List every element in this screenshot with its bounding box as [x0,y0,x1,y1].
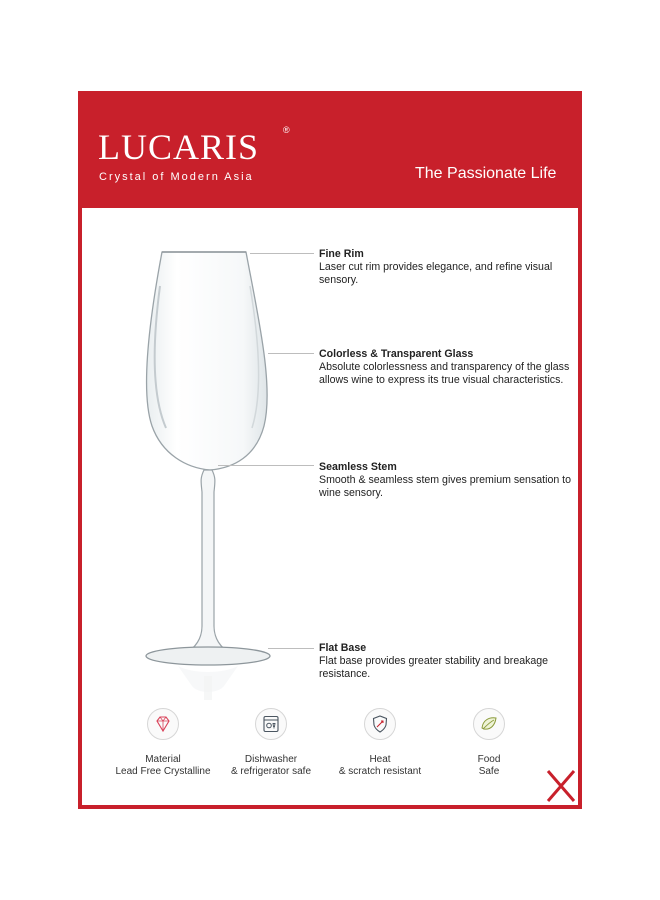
icon-label-line1: Dishwasher [244,754,298,765]
feature-icons-row [112,708,552,788]
leaf-icon [473,708,505,740]
brand-slogan: The Passionate Life [415,165,557,182]
brand-banner [82,91,578,208]
diamond-icon [147,708,179,740]
icon-label-line2: Safe [478,766,500,777]
icon-label-line1: Heat [369,754,391,765]
feature-flat-base [319,642,581,681]
shield-icon [364,708,396,740]
feature-colorless-glass [319,348,581,387]
product-card [78,91,582,809]
icon-item-dishwasher [216,708,326,778]
leader-line-base [268,648,314,649]
corner-x-mark [544,765,578,805]
icon-label-line1: Food [477,754,501,765]
icon-item-material [108,708,218,778]
icon-item-heat [325,708,435,778]
feature-title: Fine Rim [319,248,364,260]
leader-line-glass [268,353,314,354]
feature-description: Absolute colorlessness and transparency of the glass allows wine to express its true visual characteristics. [319,361,570,386]
brand-logo: LUCARIS [98,127,260,167]
icon-label-line2: Lead Free Crystalline [115,766,211,777]
wine-glass-image [138,246,278,706]
feature-title: Seamless Stem [319,461,397,473]
feature-description: Laser cut rim provides elegance, and refine visual sensory. [319,261,553,286]
feature-title: Colorless & Transparent Glass [319,348,474,360]
feature-seamless-stem [319,461,581,500]
feature-description: Flat base provides greater stability and breakage resistance. [319,655,549,680]
feature-fine-rim [319,248,581,287]
brand-tagline: Crystal of Modern Asia [99,171,254,183]
icon-item-food [434,708,544,778]
leader-line-stem [218,465,314,466]
icon-label-line2: & scratch resistant [338,766,422,777]
feature-title: Flat Base [319,642,367,654]
icon-label-line1: Material [145,754,181,765]
icon-label-line2: & refrigerator safe [230,766,312,777]
feature-description: Smooth & seamless stem gives premium sensation to wine sensory. [319,474,571,499]
dishwasher-icon [255,708,287,740]
leader-line-fine-rim [250,253,314,254]
registered-mark: ® [283,125,290,135]
